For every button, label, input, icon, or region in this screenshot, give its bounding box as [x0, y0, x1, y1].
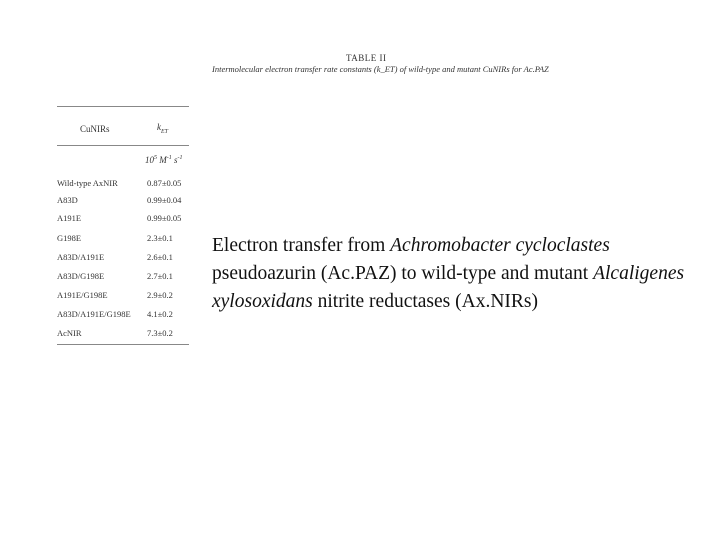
row-value: 0.87±0.05: [147, 178, 182, 188]
table-bottom-rule: [57, 344, 189, 345]
table-row: [57, 290, 189, 305]
row-value: 2.6±0.1: [147, 252, 173, 262]
row-value: 2.9±0.2: [147, 290, 173, 300]
unit-exp1: 5: [154, 155, 157, 161]
table-row: [57, 195, 189, 210]
description-part3: nitrite reductases (Ax.NIRs): [312, 291, 539, 312]
row-value: 2.3±0.1: [147, 233, 173, 243]
row-value: 0.99±0.05: [147, 213, 182, 223]
description-part2: pseudoazurin (Ac.PAZ) to wild-type and mutant: [212, 263, 594, 284]
row-value: 2.7±0.1: [147, 271, 173, 281]
row-name: A83D/A191E/G198E: [57, 309, 131, 319]
unit-exp3: -1: [177, 155, 183, 161]
row-name: G198E: [57, 233, 82, 243]
table-row: [57, 178, 189, 193]
figure-description: [212, 232, 712, 316]
table-top-rule: [57, 106, 189, 107]
row-value: 0.99±0.04: [147, 195, 182, 205]
row-name: Wild-type AxNIR: [57, 178, 118, 188]
description-organism1: Achromobacter cycloclastes: [390, 235, 610, 256]
unit-mid: M: [157, 155, 167, 165]
row-name: AcNIR: [57, 328, 82, 338]
column-header-cunirs: CuNIRs: [80, 124, 110, 134]
column-header-ket: [157, 122, 168, 135]
ket-subscript: ET: [161, 128, 169, 135]
row-name: A83D: [57, 195, 78, 205]
table-caption: Intermolecular electron transfer rate constants (k_ET) of wild-type and mutant CuNIRs for Ac.PAZ: [212, 64, 549, 74]
description-part1: Electron transfer from: [212, 235, 391, 256]
row-name: A191E/G198E: [57, 290, 108, 300]
row-name: A83D/A191E: [57, 252, 105, 262]
row-name: A83D/G198E: [57, 271, 105, 281]
table-row: [57, 328, 189, 343]
table-header-rule: [57, 145, 189, 146]
row-name: A191E: [57, 213, 82, 223]
table-row: [57, 233, 189, 248]
table-title: TABLE II: [346, 53, 387, 63]
table-row: [57, 271, 189, 286]
table-row: [57, 213, 189, 228]
row-value: 7.3±0.2: [147, 328, 173, 338]
unit-label: [145, 155, 183, 165]
table-row: [57, 309, 189, 324]
table-row: [57, 252, 189, 267]
row-value: 4.1±0.2: [147, 309, 173, 319]
unit-s: s: [171, 155, 178, 165]
ket-symbol: k: [157, 122, 161, 132]
unit-base: 10: [145, 155, 154, 165]
description-organism2: Alcaligenes xylosoxidans: [212, 263, 685, 312]
unit-exp2: -1: [166, 155, 172, 161]
